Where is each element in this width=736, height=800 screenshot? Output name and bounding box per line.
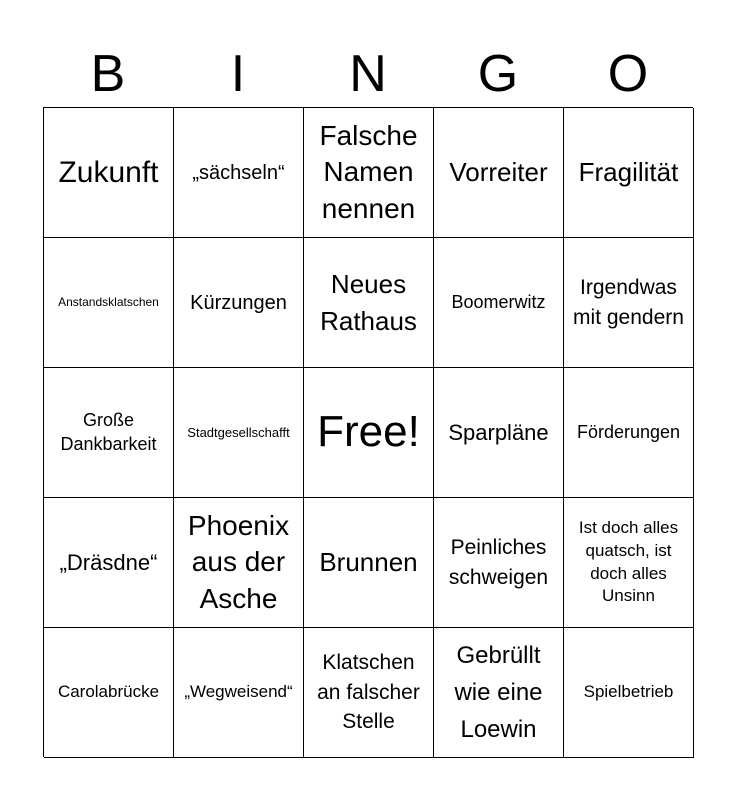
cell-label: Vorreiter [449,157,548,188]
cell-label: Fragilität [578,157,679,188]
bingo-cell-r2-c1[interactable] [44,238,174,368]
cell-label: Sparpläne [448,419,549,445]
bingo-cell-r3-c4[interactable] [434,368,564,498]
cell-label: Boomerwitz [451,291,546,312]
cell-label: Förderungen [576,421,681,442]
bingo-cell-r4-c2[interactable] [174,498,304,628]
cell-label: Spielbetrieb [583,682,674,702]
cell-label: Klatschen an falscher Stelle [317,651,420,734]
bingo-cell-r3-c2[interactable] [174,368,304,498]
bingo-cell-r5-c4[interactable] [434,628,564,758]
bingo-cell-r4-c4[interactable] [434,498,564,628]
cell-label: Neues Rathaus [320,269,417,336]
bingo-cell-r1-c3[interactable] [304,108,434,238]
bingo-cell-r2-c2[interactable] [174,238,304,368]
bingo-cell-r3-c3[interactable] [304,368,434,498]
header-letter-n: N [349,45,387,103]
bingo-cell-r5-c2[interactable] [174,628,304,758]
bingo-cell-r1-c2[interactable] [174,108,304,238]
bingo-cell-r5-c5[interactable] [564,628,694,758]
bingo-cell-r3-c5[interactable] [564,368,694,498]
bingo-cell-r1-c5[interactable] [564,108,694,238]
bingo-cell-r4-c5[interactable] [564,498,694,628]
header-letter-o: O [607,45,649,103]
header-letter-i: I [230,45,246,103]
bingo-cell-r3-c1[interactable] [44,368,174,498]
cell-label: Brunnen [319,547,418,578]
cell-label: Peinliches schweigen [448,536,549,589]
cell-label: „sächseln“ [192,161,285,184]
cell-label: Falsche Namen nennen [319,119,418,224]
cell-label: Ist doch alles quatsch, ist doch alles Unsinn [578,517,679,606]
header-letter-g: G [477,45,519,103]
bingo-cell-r2-c3[interactable] [304,238,434,368]
header-letter-b: B [90,45,126,103]
bingo-cell-r5-c1[interactable] [44,628,174,758]
cell-label: Anstandsklatschen [58,295,159,310]
bingo-cell-r4-c3[interactable] [304,498,434,628]
bingo-cell-r1-c4[interactable] [434,108,564,238]
bingo-cell-r2-c5[interactable] [564,238,694,368]
cell-label: Gebrüllt wie eine Loewin [454,641,543,744]
bingo-cell-r2-c4[interactable] [434,238,564,368]
bingo-cell-r4-c1[interactable] [44,498,174,628]
cell-label: Große Dankbarkeit [60,410,157,454]
bingo-cell-r5-c3[interactable] [304,628,434,758]
cell-label: „Dräsdne“ [59,549,158,575]
cell-label: Stadtgesellschafft [187,424,290,440]
bingo-cell-r1-c1[interactable] [44,108,174,238]
cell-label: Kürzungen [190,291,287,314]
bingo-header [43,40,693,108]
free-space: Free! [317,407,420,457]
cell-label: Irgendwas mit gendern [573,276,684,329]
cell-label: Phoenix aus der Asche [187,509,290,614]
cell-label: Carolabrücke [57,682,160,702]
bingo-grid [43,107,693,757]
cell-label: Zukunft [58,155,159,189]
cell-label: „Wegweisend“ [184,682,293,702]
